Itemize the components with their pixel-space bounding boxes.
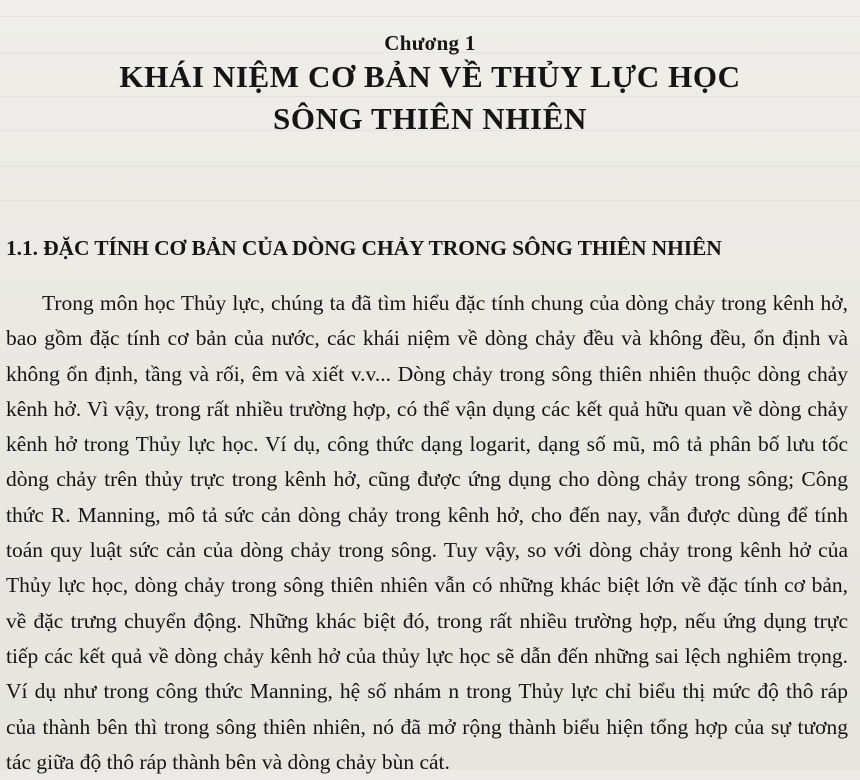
section-heading: 1.1. ĐẶC TÍNH CƠ BẢN CỦA DÒNG CHẢY TRONG SÔNG THIÊN NHIÊN [6, 236, 722, 260]
bleed-through-line [0, 16, 860, 17]
bleed-through-line [0, 166, 860, 167]
body-paragraph: Trong môn học Thủy lực, chúng ta đã tìm hiểu đặc tính chung của dòng chảy trong kênh hở, bao gồm đặc tính cơ bản của nước, các khái niệm về dòng chảy đều và không đều, ổn định và không ổn định, tầng và rối, êm và xiết v.v... Dòng chảy trong sông thiên nhiên thuộc dòng chảy kênh hở. Vì vậy, trong rất nhiều trường hợp, có thể vận dụng các kết quả hữu quan về dòng chảy kênh hở trong Thủy lực học. Ví dụ, công thức dạng logarit, dạng số mũ, mô tả phân bố lưu tốc dòng chảy trên thủy trực trong kênh hở, cũng được ứng dụng cho dòng chảy trong sông; Công thức R. Manning, mô tả sức cản dòng chảy trong kênh hở, cho đến nay, vẫn được dùng để tính toán quy luật sức cản của dòng chảy trong sông. Tuy vậy, so với dòng chảy trong kênh hở của Thủy lực học, dòng chảy trong sông thiên nhiên vẫn có những khác biệt lớn về đặc tính cơ bản, về đặc trưng chuyển động. Những khác biệt đó, trong rất nhiều trường hợp, nếu ứng dụng trực tiếp các kết quả về dòng chảy kênh hở của thủy lực học sẽ dẫn đến những sai lệch nghiêm trọng. Ví dụ như trong công thức Manning, hệ số nhám n trong Thủy lực chỉ biểu thị mức độ thô ráp của thành bên thì trong sông thiên nhiên, nó đã mở rộng thành biểu hiện tổng hợp của sự tương tác giữa độ thô ráp thành bên và dòng chảy bùn cát. [6, 291, 848, 774]
chapter-label: Chương 1 [384, 31, 476, 55]
bleed-through-line [0, 200, 860, 201]
chapter-title-line-2: SÔNG THIÊN NHIÊN [273, 101, 587, 136]
chapter-title-line-1: KHÁI NIỆM CƠ BẢN VỀ THỦY LỰC HỌC [119, 59, 741, 94]
bleed-through-line [0, 96, 860, 97]
